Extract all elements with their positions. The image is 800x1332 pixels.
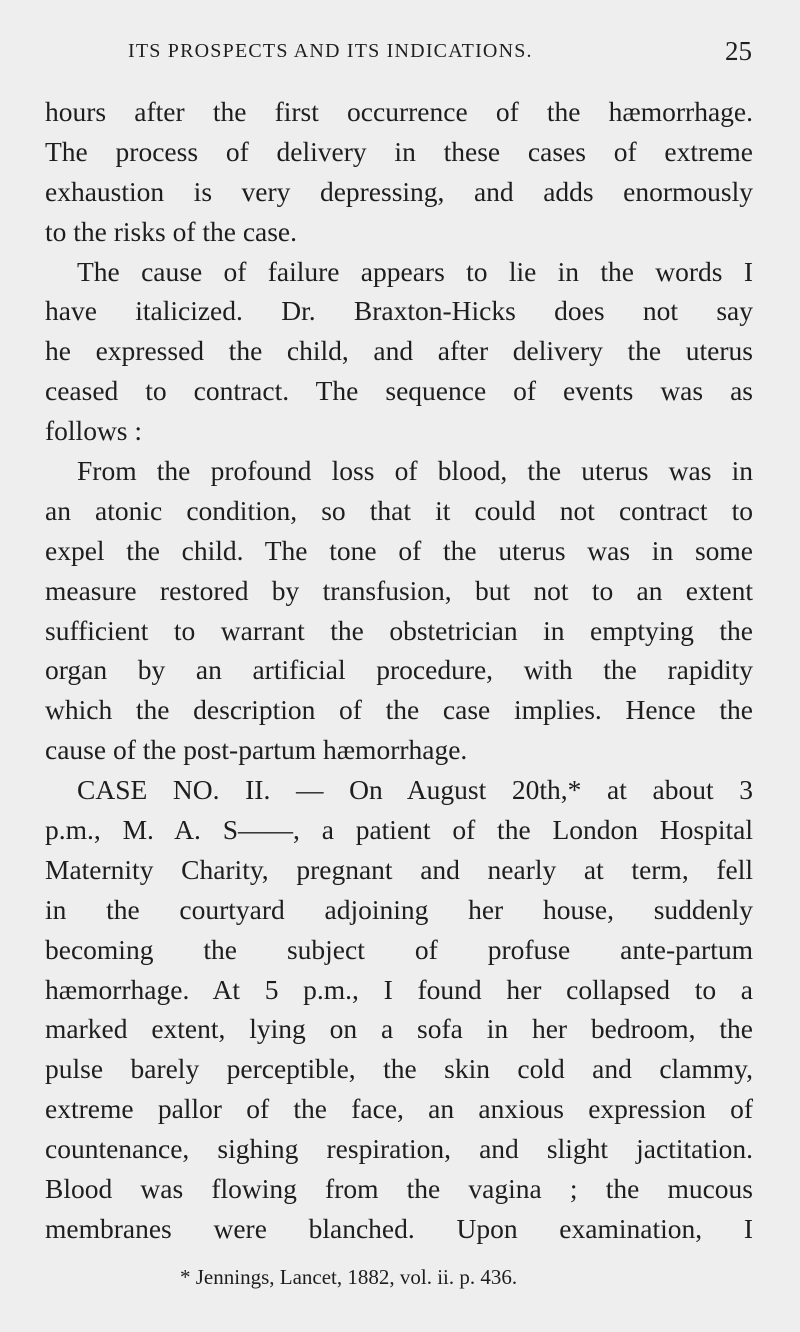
text-line: which the description of the case implies. Hence the: [45, 694, 753, 726]
text-line: CASE NO. II. — On August 20th,* at about 3: [77, 774, 753, 806]
text-line: he expressed the child, and after delivery the uterus: [45, 335, 753, 367]
text-line: hours after the first occurrence of the hæmorrhage.: [45, 96, 753, 127]
text-line: p.m., M. A. S——, a patient of the London Hospital: [45, 814, 753, 846]
text-line: Maternity Charity, pregnant and nearly at term, fell: [45, 853, 753, 885]
page-number: 25: [725, 36, 752, 66]
text-line: ceased to contract. The sequence of events was as: [45, 375, 753, 407]
text-line: Blood was flowing from the vagina ; the mucous: [45, 1173, 753, 1205]
text-line: The cause of failure appears to lie in the words I: [77, 255, 753, 287]
text-line: countenance, sighing respiration, and slight jactitation.: [45, 1133, 753, 1165]
running-head: [40, 34, 760, 74]
text-line: expel the child. The tone of the uterus was in some: [45, 534, 753, 566]
text-line: an atonic condition, so that it could not contract to: [45, 494, 753, 526]
running-title: ITS PROSPECTS AND ITS INDICATIONS.: [128, 40, 533, 62]
text-line: cause of the post-partum hæmorrhage.: [45, 734, 468, 766]
text-line: pulse barely perceptible, the skin cold and clammy,: [45, 1053, 753, 1085]
text-line: measure restored by transfusion, but not to an extent: [45, 574, 753, 606]
body-text: [45, 92, 753, 1249]
text-line: to the risks of the case.: [45, 215, 298, 247]
text-line: hæmorrhage. At 5 p.m., I found her collapsed to a: [45, 973, 753, 1005]
text-line: becoming the subject of profuse ante-partum: [45, 933, 753, 965]
text-line: marked extent, lying on a sofa in her bedroom, the: [45, 1013, 753, 1045]
text-line: follows :: [45, 415, 143, 447]
text-line: have italicized. Dr. Braxton-Hicks does not say: [45, 295, 753, 327]
text-line: membranes were blanched. Upon examination, I: [45, 1212, 753, 1244]
text-line: exhaustion is very depressing, and adds enormously: [45, 175, 753, 207]
text-line: extreme pallor of the face, an anxious expression of: [45, 1093, 753, 1125]
text-line: organ by an artificial procedure, with the rapidity: [45, 654, 753, 686]
footnote: * Jennings, Lancet, 1882, vol. ii. p. 436.: [180, 1265, 518, 1289]
text-line: The process of delivery in these cases of extreme: [45, 135, 753, 167]
text-line: sufficient to warrant the obstetrician in emptying the: [45, 614, 753, 646]
text-line: From the profound loss of blood, the uterus was in: [77, 455, 753, 487]
text-line: in the courtyard adjoining her house, suddenly: [45, 893, 753, 925]
